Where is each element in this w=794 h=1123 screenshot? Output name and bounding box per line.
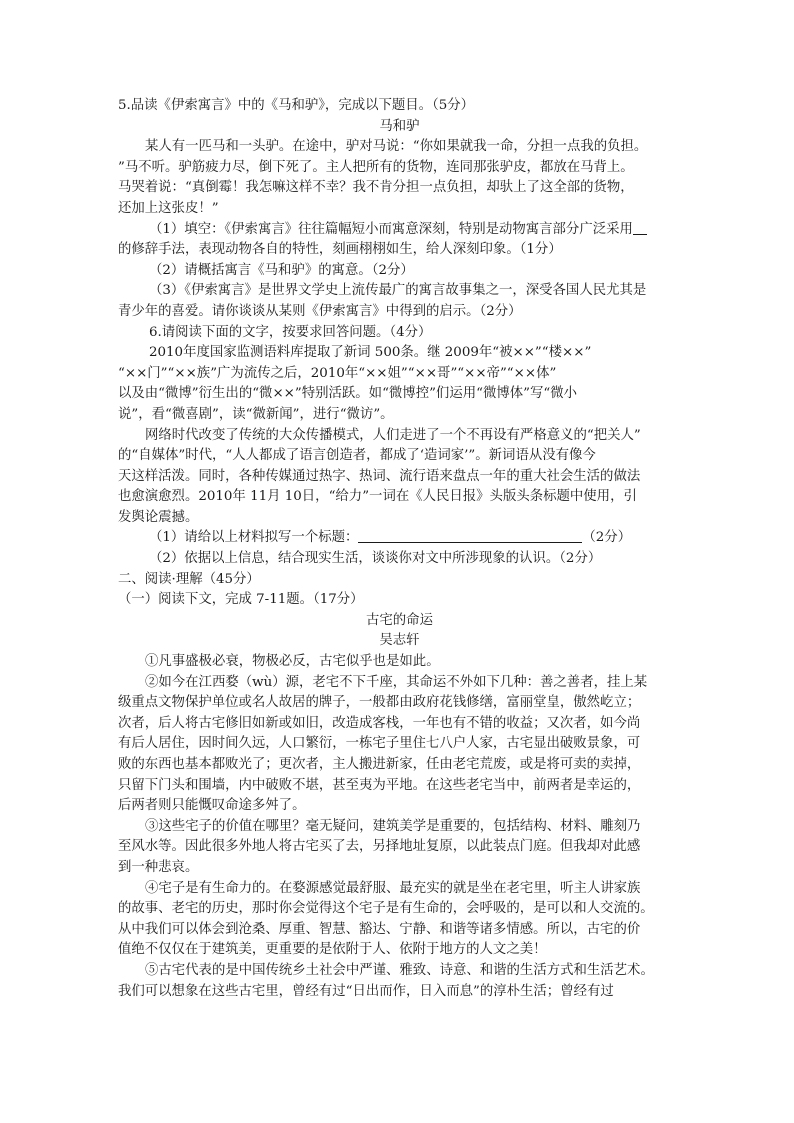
question-5-sub2: （2）请概括寓言《马和驴》的寓意。（2分）	[149, 262, 414, 278]
section-heading: 二、阅读·理解（45分）	[118, 571, 260, 587]
article-paragraph-4: ④宅子是有生命力的。在婺源感觉最舒服、最充实的就是坐在老宅里，听主人讲家族	[145, 880, 641, 896]
sub1-text: （1）请给以上材料拟写一个标题：	[149, 530, 359, 546]
q6-para2-line: 也愈演愈烈。2010年 11月 10日，“给力”一词在《人民日报》头版头条标题中使用，引	[118, 489, 637, 505]
article-line: 值绝不仅仅在于建筑美，更重要的是依附于人、依附于地方的人文之美！	[118, 942, 547, 958]
question-6-sub2: （2）依据以上信息，结合现实生活，谈谈你对文中所涉现象的认识。（2分）	[149, 551, 602, 567]
article-paragraph-2: ②如今在江西婺（wù）源，老宅不下千座，其命运不外如下几种：善之善者，挂上某	[145, 674, 648, 690]
answer-blank-short[interactable]	[633, 220, 647, 235]
sub1-score: （2分）	[582, 530, 632, 546]
article-line: 次者，后人将古宅修旧如新或如旧，改造成客栈，一年也有不错的收益；又次者，如今尚	[118, 715, 641, 731]
title-answer-blank[interactable]	[358, 528, 582, 543]
article-author: 吴志轩	[379, 633, 420, 649]
sub1-text: （1）填空：《伊索寓言》往往篇幅短小而寓意深刻，特别是动物寓言部分广泛采用	[149, 221, 633, 237]
article-title: 古宅的命运	[366, 612, 433, 628]
article-line: 只留下门头和围墙，内中破败不堪，甚至夷为平地。在这些老宅当中，前两者是幸运的，	[118, 777, 641, 793]
question-6-intro: 6.请阅读下面的文字，按要求回答问题。（4分）	[149, 324, 432, 340]
article-line: 的故事、老宅的历史，那时你会觉得这个宅子是有生命的，会呼吸的，是可以和人交流的。	[118, 901, 654, 917]
q6-text-line: 说”，看“微喜剧”，读“微新闻”，进行“微访”。	[118, 406, 394, 422]
article-paragraph-5: ⑤古宅代表的是中国传统乡土社会中严谨、雅致、诗意、和谐的生活方式和生活艺术。	[145, 962, 654, 978]
fable-line: ”马不听。驴筋疲力尽，倒下死了。主人把所有的货物，连同那张驴皮，都放在马背上。	[118, 159, 634, 175]
article-line: 败的东西也基本都败光了；更次者，主人搬进新家，任由老宅荒废，或是将可卖的卖掉，	[118, 757, 641, 772]
question-5-intro: 5.品读《伊索寓言》中的《马和驴》，完成以下题目。（5分）	[118, 98, 475, 113]
question-5-sub3-cont: 青少年的喜爱。请你谈谈从某则《伊索寓言》中得到的启示。（2分）	[118, 303, 522, 319]
article-line: 我们可以想象在这些古宅里，曾经有过“日出而作，日入而息”的淳朴生活；曾经有过	[118, 983, 614, 999]
q6-para2-line: 发舆论震撼。	[118, 509, 199, 525]
q6-text-line: “××门”“××族”广为流传之后，2010年“××姐”“××哥”“××帝”“××体”	[118, 365, 557, 381]
question-6-sub1	[118, 528, 681, 549]
fable-line: 马哭着说：“真倒霉！我怎嘛这样不幸？我不肯分担一点负担，却驮上了这全部的货物，	[118, 180, 634, 196]
fable-title: 马和驴	[379, 118, 420, 134]
q6-text-line: 以及由“微博”衍生出的“微××”特别活跃。如“微博控”们运用“微博体”写“微小	[118, 386, 577, 402]
article-line: 从中我们可以体会到沧桑、厚重、智慧、豁达、宁静、和谐等诸多情感。所以，古宅的价	[118, 921, 641, 937]
q6-para2-line: 的“自媒体”时代，“人人都成了语言创造者，都成了‘造词家’”。新词语从没有像今	[118, 448, 596, 464]
q6-para2-line: 网络时代改变了传统的大众传播模式，人们走进了一个不再设有严格意义的“把关人”	[145, 427, 641, 443]
article-line: 后两者则只能慨叹命途多舛了。	[118, 798, 306, 814]
article-paragraph-3: ③这些宅子的价值在哪里？毫无疑问，建筑美学是重要的，包括结构、材料、雕刻乃	[145, 818, 641, 834]
q6-text-line: 2010年度国家监测语料库提取了新词 500条。继 2009年“被××”“楼××”	[149, 345, 592, 361]
document-page	[118, 96, 681, 1002]
article-paragraph-1: ①凡事盛极必衰，物极必反，古宅似乎也是如此。	[145, 654, 440, 670]
part-heading: （一）阅读下文，完成 7-11题。（17分）	[118, 592, 364, 608]
article-line: 有后人居住，因时间久远，人口繁衍，一栋宅子里住七八户人家，古宅显出破败景象，可	[118, 736, 641, 752]
q6-para2-line: 天这样活泼。同时，各种传媒通过热字、热词、流行语来盘点一年的重大社会生活的做法	[118, 468, 641, 484]
question-5-sub1-cont: 的修辞手法，表现动物各自的特性，刻画栩栩如生，给人深刻印象。（1分）	[118, 242, 562, 258]
article-line: 到一种悲哀。	[118, 859, 199, 875]
question-5-sub3: （3）《伊索寓言》是世界文学史上流传最广的寓言故事集之一，深受各国人民尤其是	[149, 283, 647, 299]
article-line: 至风水等。因此很多外地人将古宅买了去，另择地址复原，以此装点门庭。但我却对此感	[118, 839, 641, 855]
fable-line: 还加上这张皮！”	[118, 200, 219, 216]
article-line: 级重点文物保护单位或名人故居的牌子，一般都由政府花钱修缮，富丽堂皇，傲然屹立；	[118, 695, 641, 711]
fable-line: 某人有一匹马和一头驴。在途中，驴对马说：“你如果就我一命，分担一点我的负担。	[145, 139, 648, 155]
question-5-sub1	[118, 220, 681, 241]
